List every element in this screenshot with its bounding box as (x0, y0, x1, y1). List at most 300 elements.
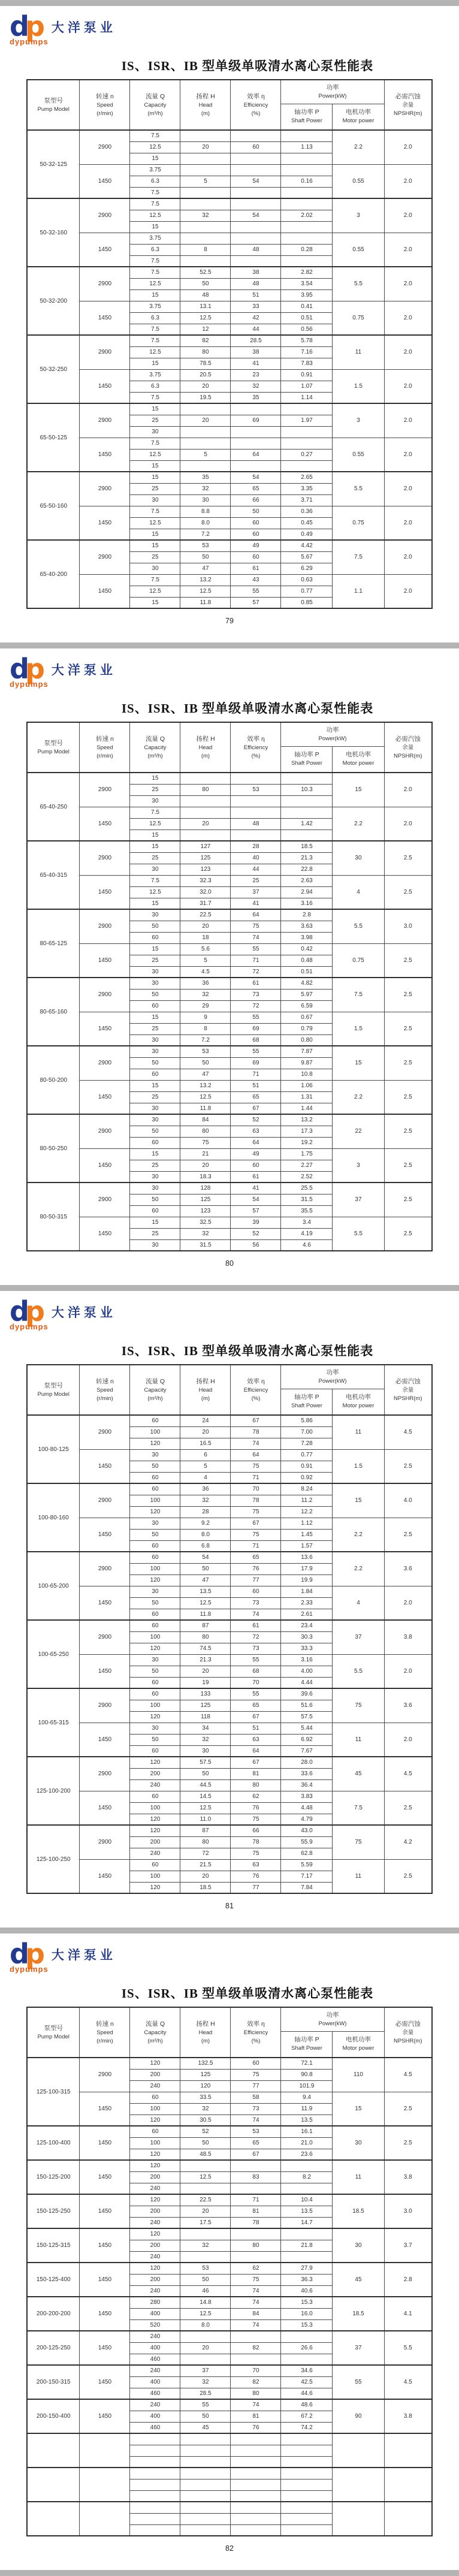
head-cell: 123 (180, 864, 231, 875)
efficiency-cell: 77 (231, 1574, 281, 1586)
table-row (27, 1415, 432, 1426)
table-row (27, 506, 432, 517)
head-cell: 132.5 (180, 2058, 231, 2069)
motor-power-cell: 2.2 (333, 130, 384, 164)
motor-power-cell: 15 (333, 1046, 384, 1080)
shaft-power-cell: 2.27 (281, 1160, 333, 1171)
efficiency-cell: 42 (231, 312, 281, 324)
head-cell (180, 2468, 231, 2479)
table-row (27, 1825, 432, 1836)
speed-cell: 1450 (80, 2365, 130, 2399)
head-cell: 34 (180, 1723, 231, 1734)
header-efficiency-label: (%) (251, 2037, 261, 2044)
head-cell: 53 (180, 1046, 231, 1057)
head-cell: 18.5 (180, 1882, 231, 1893)
shaft-power-cell: 11.9 (281, 2103, 333, 2115)
npshr-cell: 2.5 (384, 978, 432, 1012)
catalog-page (0, 1933, 459, 2570)
capacity-cell: 100 (130, 1700, 180, 1711)
motor-power-cell: 5.5 (333, 1217, 384, 1251)
capacity-cell: 12.5 (130, 586, 180, 597)
capacity-cell: 7.5 (130, 130, 180, 141)
efficiency-cell: 74 (231, 932, 281, 943)
shaft-power-cell: 0.42 (281, 943, 333, 955)
capacity-cell: 30 (130, 1723, 180, 1734)
efficiency-cell: 51 (231, 289, 281, 301)
pump-model-cell: 100-65-315 (27, 1688, 80, 1757)
head-cell: 30 (180, 1745, 231, 1757)
capacity-cell: 60 (130, 1205, 180, 1217)
head-cell: 123 (180, 1205, 231, 1217)
efficiency-cell: 78 (231, 1495, 281, 1506)
shaft-power-cell: 26.6 (281, 2342, 333, 2354)
header-speed-label: Speed (96, 1386, 113, 1393)
header-pump-model-label: 泵型号 (44, 96, 63, 104)
capacity-cell: 60 (130, 1620, 180, 1631)
table-row (27, 2263, 432, 2274)
efficiency-cell: 33 (231, 301, 281, 312)
capacity-cell: 120 (130, 1825, 180, 1836)
efficiency-cell: 38 (231, 346, 281, 358)
table-row (27, 2092, 432, 2103)
npshr-cell: 4.5 (384, 2058, 432, 2092)
npshr-cell: 4.5 (384, 1757, 432, 1791)
npshr-cell: 2.5 (384, 1012, 432, 1046)
efficiency-cell: 57 (231, 1205, 281, 1217)
capacity-cell: 200 (130, 2069, 180, 2080)
header-head-label: Head (198, 2029, 213, 2036)
pump-model-cell: 200-200-200 (27, 2297, 80, 2331)
header-npshr-label: 余量 (402, 101, 414, 108)
head-cell: 12.5 (180, 312, 231, 324)
capacity-cell: 25 (130, 415, 180, 426)
npshr-cell: 2.0 (384, 198, 432, 233)
page-number: 82 (225, 2544, 234, 2553)
speed-cell: 2900 (80, 472, 130, 506)
efficiency-cell: 55 (231, 1654, 281, 1666)
shaft-power-cell (281, 2468, 333, 2479)
motor-power-cell: 30 (333, 841, 384, 875)
table-row (27, 1483, 432, 1495)
capacity-cell: 15 (130, 289, 180, 301)
head-cell: 52.5 (180, 267, 231, 278)
efficiency-cell (231, 198, 281, 210)
head-cell: 14.8 (180, 2297, 231, 2308)
shaft-power-cell (281, 2433, 333, 2445)
speed-cell: 1450 (80, 1791, 130, 1825)
capacity-cell: 25 (130, 1091, 180, 1103)
pump-model-cell: 100-80-125 (27, 1415, 80, 1483)
head-cell (180, 2513, 231, 2524)
shaft-power-cell: 1.12 (281, 1518, 333, 1529)
shaft-power-cell: 0.49 (281, 529, 333, 540)
shaft-power-cell: 44.6 (281, 2388, 333, 2399)
capacity-cell: 60 (130, 1000, 180, 1012)
header-pump-model-label: 泵型号 (44, 2024, 63, 2032)
efficiency-cell: 74 (231, 1609, 281, 1620)
head-cell (180, 2160, 231, 2171)
header-shaft-power (281, 2031, 333, 2058)
head-cell: 87 (180, 1825, 231, 1836)
table-row (27, 2228, 432, 2240)
efficiency-cell: 55 (231, 1046, 281, 1057)
efficiency-cell (231, 153, 281, 164)
logo-letter-d: d (10, 10, 25, 43)
shaft-power-cell (281, 438, 333, 449)
header-efficiency (231, 2007, 281, 2058)
capacity-cell: 240 (130, 2251, 180, 2263)
efficiency-cell: 66 (231, 1825, 281, 1836)
header-npshr-label: 必需汽蚀 (395, 1377, 421, 1385)
shaft-power-cell: 3.71 (281, 494, 333, 506)
npshr-cell: 2.5 (384, 943, 432, 978)
shaft-power-cell (281, 233, 333, 244)
logo-letter-p: p (25, 10, 41, 43)
efficiency-cell (231, 2468, 281, 2479)
header-motor-power-label: 电机功率 (345, 2036, 371, 2044)
speed-cell: 1450 (80, 164, 130, 198)
header-pump-model-label: 泵型号 (44, 739, 63, 747)
pump-model-cell: 50-32-160 (27, 198, 80, 267)
shaft-power-cell: 101.9 (281, 2080, 333, 2092)
table-row (27, 540, 432, 551)
shaft-power-cell: 1.97 (281, 415, 333, 426)
capacity-cell: 3.75 (130, 301, 180, 312)
header-capacity-label: Capacity (144, 101, 167, 108)
shaft-power-cell (281, 2251, 333, 2263)
shaft-power-cell: 30.3 (281, 1631, 333, 1643)
speed-cell: 1450 (80, 1859, 130, 1893)
efficiency-cell (231, 2354, 281, 2365)
npshr-cell: 2.5 (384, 1791, 432, 1825)
capacity-cell (130, 2502, 180, 2513)
efficiency-cell (231, 403, 281, 415)
pump-model-cell: 200-150-315 (27, 2365, 80, 2399)
efficiency-cell: 63 (231, 1859, 281, 1871)
head-cell: 32 (180, 210, 231, 221)
npshr-cell: 2.0 (384, 164, 432, 198)
head-cell: 20 (180, 818, 231, 829)
speed-cell: 2900 (80, 540, 130, 574)
head-cell: 5.6 (180, 943, 231, 955)
npshr-cell: 2.0 (384, 233, 432, 267)
header-head (180, 722, 231, 773)
npshr-cell: 4.0 (384, 1483, 432, 1518)
npshr-cell: 2.5 (384, 1080, 432, 1114)
shaft-power-cell: 67.2 (281, 2411, 333, 2422)
header-row-1 (27, 722, 432, 746)
motor-power-cell: 5.5 (333, 267, 384, 301)
efficiency-cell (231, 2331, 281, 2342)
header-capacity-label: (m³/h) (147, 110, 163, 117)
head-cell: 12.5 (180, 1091, 231, 1103)
capacity-cell: 60 (130, 1069, 180, 1080)
efficiency-cell: 55 (231, 943, 281, 955)
head-cell: 13.1 (180, 301, 231, 312)
head-cell: 12.5 (180, 1597, 231, 1609)
shaft-power-cell: 33.6 (281, 1768, 333, 1779)
speed-cell: 2900 (80, 1183, 130, 1217)
efficiency-cell: 55 (231, 1688, 281, 1700)
efficiency-cell: 76 (231, 1802, 281, 1814)
efficiency-cell: 69 (231, 1023, 281, 1034)
header-power-group-label: 功率 (326, 2011, 339, 2019)
head-cell: 5 (180, 176, 231, 187)
motor-power-cell: 3 (333, 403, 384, 438)
capacity-cell: 520 (130, 2319, 180, 2331)
shaft-power-cell: 48.6 (281, 2399, 333, 2411)
header-efficiency (231, 80, 281, 130)
shaft-power-cell: 0.80 (281, 1034, 333, 1046)
shaft-power-cell: 8.24 (281, 1483, 333, 1495)
capacity-cell: 60 (130, 932, 180, 943)
table-row (27, 1620, 432, 1631)
capacity-cell: 25 (130, 955, 180, 966)
document-title: IS、ISR、IB 型单级单吸清水离心泵性能表 (121, 1986, 374, 2001)
capacity-cell: 15 (130, 841, 180, 852)
pump-model-cell (27, 2502, 80, 2536)
head-cell: 80 (180, 1126, 231, 1137)
speed-cell: 1450 (80, 2297, 130, 2331)
head-cell: 53 (180, 2263, 231, 2274)
shaft-power-cell: 2.63 (281, 875, 333, 886)
company-name-chinese: 大洋泵业 (51, 663, 116, 677)
capacity-cell: 120 (130, 1814, 180, 1825)
motor-power-cell (333, 2502, 384, 2536)
efficiency-cell: 74 (231, 1438, 281, 1449)
head-cell: 22.5 (180, 909, 231, 921)
speed-cell (80, 2468, 130, 2502)
npshr-cell (384, 2433, 432, 2468)
head-cell: 125 (180, 852, 231, 864)
head-cell (180, 2331, 231, 2342)
shaft-power-cell: 1.07 (281, 381, 333, 392)
shaft-power-cell: 4.42 (281, 540, 333, 551)
efficiency-cell: 75 (231, 1529, 281, 1540)
capacity-cell: 12.5 (130, 346, 180, 358)
speed-cell: 2900 (80, 2058, 130, 2092)
efficiency-cell: 54 (231, 1194, 281, 1205)
motor-power-cell: 0.55 (333, 164, 384, 198)
efficiency-cell: 55 (231, 1012, 281, 1023)
table-row (27, 1552, 432, 1563)
capacity-cell: 30 (130, 1586, 180, 1597)
head-cell: 44.5 (180, 1779, 231, 1791)
header-efficiency-label: 效率 η (247, 2020, 265, 2028)
motor-power-cell: 1.5 (333, 369, 384, 403)
header-efficiency-label: 效率 η (247, 1377, 265, 1385)
header-power-group-label: 功率 (326, 726, 339, 734)
motor-power-cell (333, 2468, 384, 2502)
motor-power-cell: 15 (333, 2092, 384, 2126)
page-separator (0, 643, 459, 648)
head-cell (180, 2183, 231, 2194)
pump-model-cell: 80-50-250 (27, 1114, 80, 1183)
header-speed-label: (r/min) (96, 752, 113, 759)
head-cell: 20 (180, 1426, 231, 1438)
speed-cell: 1450 (80, 2399, 130, 2433)
shaft-power-cell: 7.83 (281, 358, 333, 369)
npshr-cell: 2.5 (384, 1449, 432, 1483)
efficiency-cell: 76 (231, 1871, 281, 1882)
capacity-cell (130, 2468, 180, 2479)
capacity-cell: 15 (130, 1080, 180, 1091)
capacity-cell: 6.3 (130, 244, 180, 255)
efficiency-cell: 67 (231, 1518, 281, 1529)
pump-model-cell: 65-40-200 (27, 540, 80, 608)
shaft-power-cell: 8.2 (281, 2171, 333, 2183)
pump-model-cell: 80-50-200 (27, 1046, 80, 1114)
table-row (27, 1518, 432, 1529)
shaft-power-cell: 3.63 (281, 921, 333, 932)
npshr-cell: 4.5 (384, 2365, 432, 2399)
efficiency-cell: 62 (231, 2263, 281, 2274)
header-speed (80, 1365, 130, 1415)
shaft-power-cell: 19.9 (281, 1574, 333, 1586)
speed-cell: 1450 (80, 1723, 130, 1757)
capacity-cell (130, 2445, 180, 2456)
shaft-power-cell (281, 2502, 333, 2513)
shaft-power-cell (281, 795, 333, 807)
shaft-power-cell: 15.3 (281, 2297, 333, 2308)
table-row (27, 2297, 432, 2308)
capacity-cell: 30 (130, 1518, 180, 1529)
header-head-label: Head (198, 744, 213, 751)
shaft-power-cell: 23.6 (281, 2149, 333, 2160)
shaft-power-cell: 4.6 (281, 1239, 333, 1251)
shaft-power-cell: 1.13 (281, 141, 333, 153)
pump-model-cell: 150-125-400 (27, 2263, 80, 2297)
capacity-cell: 15 (130, 1012, 180, 1023)
head-cell: 20 (180, 2342, 231, 2354)
shaft-power-cell: 1.84 (281, 1586, 333, 1597)
efficiency-cell: 55 (231, 586, 281, 597)
head-cell: 32 (180, 2103, 231, 2115)
header-efficiency (231, 1365, 281, 1415)
capacity-cell: 120 (130, 1643, 180, 1654)
efficiency-cell: 61 (231, 563, 281, 574)
capacity-cell: 30 (130, 1034, 180, 1046)
table-row (27, 1114, 432, 1126)
motor-power-cell: 0.55 (333, 233, 384, 267)
efficiency-cell: 64 (231, 1449, 281, 1461)
header-pump-model-label: Pump Model (37, 2033, 70, 2040)
efficiency-cell: 71 (231, 955, 281, 966)
header-head-label: 扬程 H (196, 92, 215, 100)
head-cell: 20 (180, 1160, 231, 1171)
header-shaft-power-label: 轴功率 P (294, 1393, 319, 1401)
efficiency-cell (231, 426, 281, 438)
capacity-cell: 120 (130, 1574, 180, 1586)
catalog-page (0, 1291, 459, 1928)
efficiency-cell: 67 (231, 2149, 281, 2160)
capacity-cell: 100 (130, 2103, 180, 2115)
motor-power-cell: 7.5 (333, 1791, 384, 1825)
head-cell: 75 (180, 1137, 231, 1148)
npshr-cell: 2.5 (384, 1148, 432, 1183)
pump-model-cell: 125-100-315 (27, 2058, 80, 2126)
efficiency-cell: 61 (231, 1620, 281, 1631)
shaft-power-cell: 13.5 (281, 2115, 333, 2126)
capacity-cell: 460 (130, 2354, 180, 2365)
head-cell: 17.5 (180, 2217, 231, 2228)
efficiency-cell: 65 (231, 483, 281, 494)
head-cell: 125 (180, 2069, 231, 2080)
efficiency-cell: 52 (231, 1114, 281, 1126)
capacity-cell: 120 (130, 2149, 180, 2160)
head-cell (180, 2228, 231, 2240)
header-speed-label: (r/min) (96, 110, 113, 117)
shaft-power-cell: 21.0 (281, 2137, 333, 2149)
header-efficiency-label: 效率 η (247, 735, 265, 743)
speed-cell: 2900 (80, 909, 130, 943)
head-cell: 50 (180, 1563, 231, 1574)
header-capacity-label: Capacity (144, 1386, 167, 1393)
efficiency-cell (231, 164, 281, 176)
shaft-power-cell (281, 807, 333, 818)
shaft-power-cell: 42.5 (281, 2376, 333, 2388)
npshr-cell: 4.2 (384, 1825, 432, 1859)
shaft-power-cell: 6.29 (281, 563, 333, 574)
motor-power-cell: 75 (333, 1825, 384, 1859)
table-body (27, 130, 432, 608)
capacity-cell: 50 (130, 1194, 180, 1205)
head-cell: 24 (180, 1415, 231, 1426)
head-cell: 31.7 (180, 898, 231, 909)
npshr-cell: 2.8 (384, 2263, 432, 2297)
efficiency-cell: 60 (231, 1586, 281, 1597)
speed-cell: 1450 (80, 1148, 130, 1183)
header-pump-model-label: Pump Model (37, 1390, 70, 1398)
capacity-cell: 100 (130, 1631, 180, 1643)
capacity-cell (130, 2479, 180, 2490)
table-row (27, 1449, 432, 1461)
capacity-cell: 240 (130, 2183, 180, 2194)
header-npshr-label: NPSHR(m) (394, 2037, 422, 2044)
head-cell (180, 153, 231, 164)
efficiency-cell: 60 (231, 551, 281, 563)
head-cell: 32 (180, 483, 231, 494)
capacity-cell: 7.5 (130, 506, 180, 517)
efficiency-cell: 49 (231, 540, 281, 551)
shaft-power-cell: 0.48 (281, 955, 333, 966)
header-efficiency-label: (%) (251, 110, 261, 117)
shaft-power-cell (281, 2354, 333, 2365)
head-cell (180, 187, 231, 198)
npshr-cell: 5.5 (384, 2331, 432, 2365)
npshr-cell: 2.5 (384, 1046, 432, 1080)
shaft-power-cell: 23.4 (281, 1620, 333, 1631)
capacity-cell: 7.5 (130, 267, 180, 278)
capacity-cell: 100 (130, 1871, 180, 1882)
speed-cell: 1450 (80, 2160, 130, 2194)
header-speed-label: 转速 n (96, 1377, 114, 1385)
header-npshr-label: 必需汽蚀 (395, 2020, 421, 2028)
capacity-cell: 240 (130, 2080, 180, 2092)
header-npshr-label: 余量 (402, 2029, 414, 2036)
efficiency-cell: 51 (231, 1080, 281, 1091)
shaft-power-cell: 0.16 (281, 176, 333, 187)
table-row (27, 301, 432, 312)
head-cell (180, 773, 231, 784)
header-head (180, 2007, 231, 2058)
header-shaft-power-label: Shaft Power (291, 2045, 322, 2052)
capacity-cell: 460 (130, 2388, 180, 2399)
head-cell: 32 (180, 2376, 231, 2388)
shaft-power-cell: 43.0 (281, 1825, 333, 1836)
efficiency-cell: 56 (231, 1239, 281, 1251)
pump-model-cell: 125-100-200 (27, 1757, 80, 1825)
